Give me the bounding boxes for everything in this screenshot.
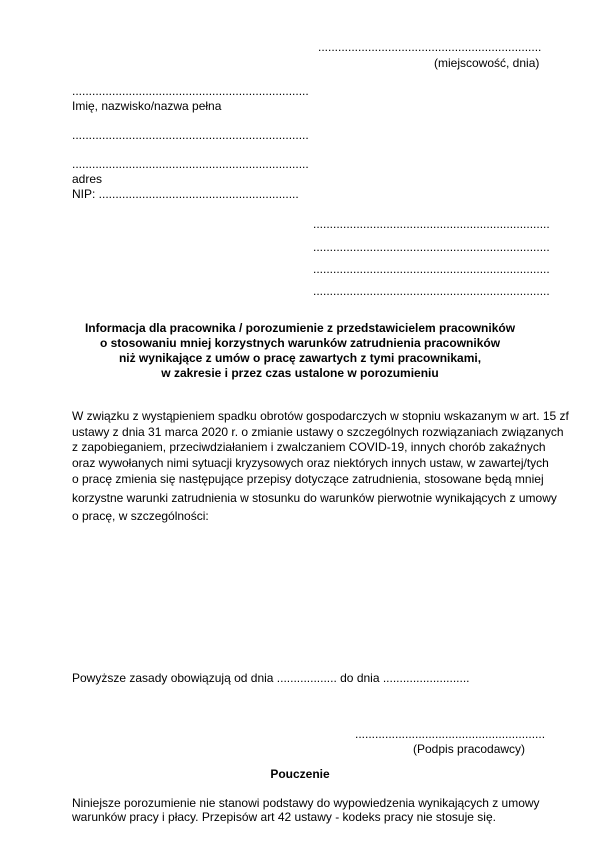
body-line: ustawy z dnia 31 marca 2020 r. o zmianie ustawy o szczególnych rozwiązaniach związanych (72, 425, 564, 439)
notice-line: warunków pracy i płacy. Przepisów art 42 ustawy - kodeks pracy nie stosuje się. (72, 810, 496, 824)
body-line: o pracę zmienia się następujące przepisy dotyczące zatrudnienia, stosowane będą mniej (72, 472, 544, 486)
title-line: w zakresie i przez czas ustalone w porozumieniu (161, 366, 439, 380)
title-line: o stosowaniu mniej korzystnych warunków zatrudnienia pracowników (99, 336, 501, 350)
signature-dots: ......................................................... (355, 727, 546, 741)
recipient-line: ....................................................................... (313, 262, 550, 276)
title-line: niż wynikające z umów o pracę zawartych z tymi pracownikami, (118, 351, 482, 365)
signature-label: (Podpis pracodawcy) (413, 742, 526, 756)
place-date-label: (miejscowość, dnia) (434, 56, 540, 70)
document-title (60, 321, 540, 381)
sender-name-label: Imię, nazwisko/nazwa pełna (72, 99, 222, 113)
sender-line2-dots: ....................................................................... (72, 128, 309, 142)
notice-heading: Pouczenie (270, 767, 330, 781)
body-paragraph (72, 409, 569, 524)
recipient-line: ....................................................................... (313, 284, 550, 298)
title-line: Informacja dla pracownika / porozumienie z przedstawicielem pracowników (84, 321, 516, 335)
place-date-dots: ................................................................... (318, 40, 542, 54)
body-line: oraz wywołanych nimi sytuacji kryzysowych oraz niektórych innych ustaw, w zawartej/tych (72, 456, 549, 470)
notice-line: Niniejsze porozumienie nie stanowi podstawy do wypowiedzenia wynikających z umowy (72, 796, 540, 810)
body-line: W związku z wystąpieniem spadku obrotów gospodarczych w stopniu wskazanym w art. 15 zf (72, 409, 569, 423)
sender-line3-dots: ....................................................................... (72, 157, 309, 171)
validity-line: Powyższe zasady obowiązują od dnia .................. do dnia .......................... (72, 671, 470, 685)
recipient-line: ....................................................................... (313, 217, 550, 231)
sender-name-dots: ....................................................................... (72, 84, 309, 98)
body-line: korzystne warunki zatrudnienia w stosunku do warunków pierwotnie wynikających z umowy (72, 491, 557, 505)
body-line: z zapobieganiem, przeciwdziałaniem i zwalczaniem COVID-19, innych chorób zakaźnych (72, 440, 546, 454)
recipient-line: ....................................................................... (313, 240, 550, 254)
sender-nip-line: NIP: ............................................................ (72, 187, 299, 201)
sender-address-label: adres (72, 172, 103, 186)
body-line: o pracę, w szczególności: (72, 509, 209, 523)
